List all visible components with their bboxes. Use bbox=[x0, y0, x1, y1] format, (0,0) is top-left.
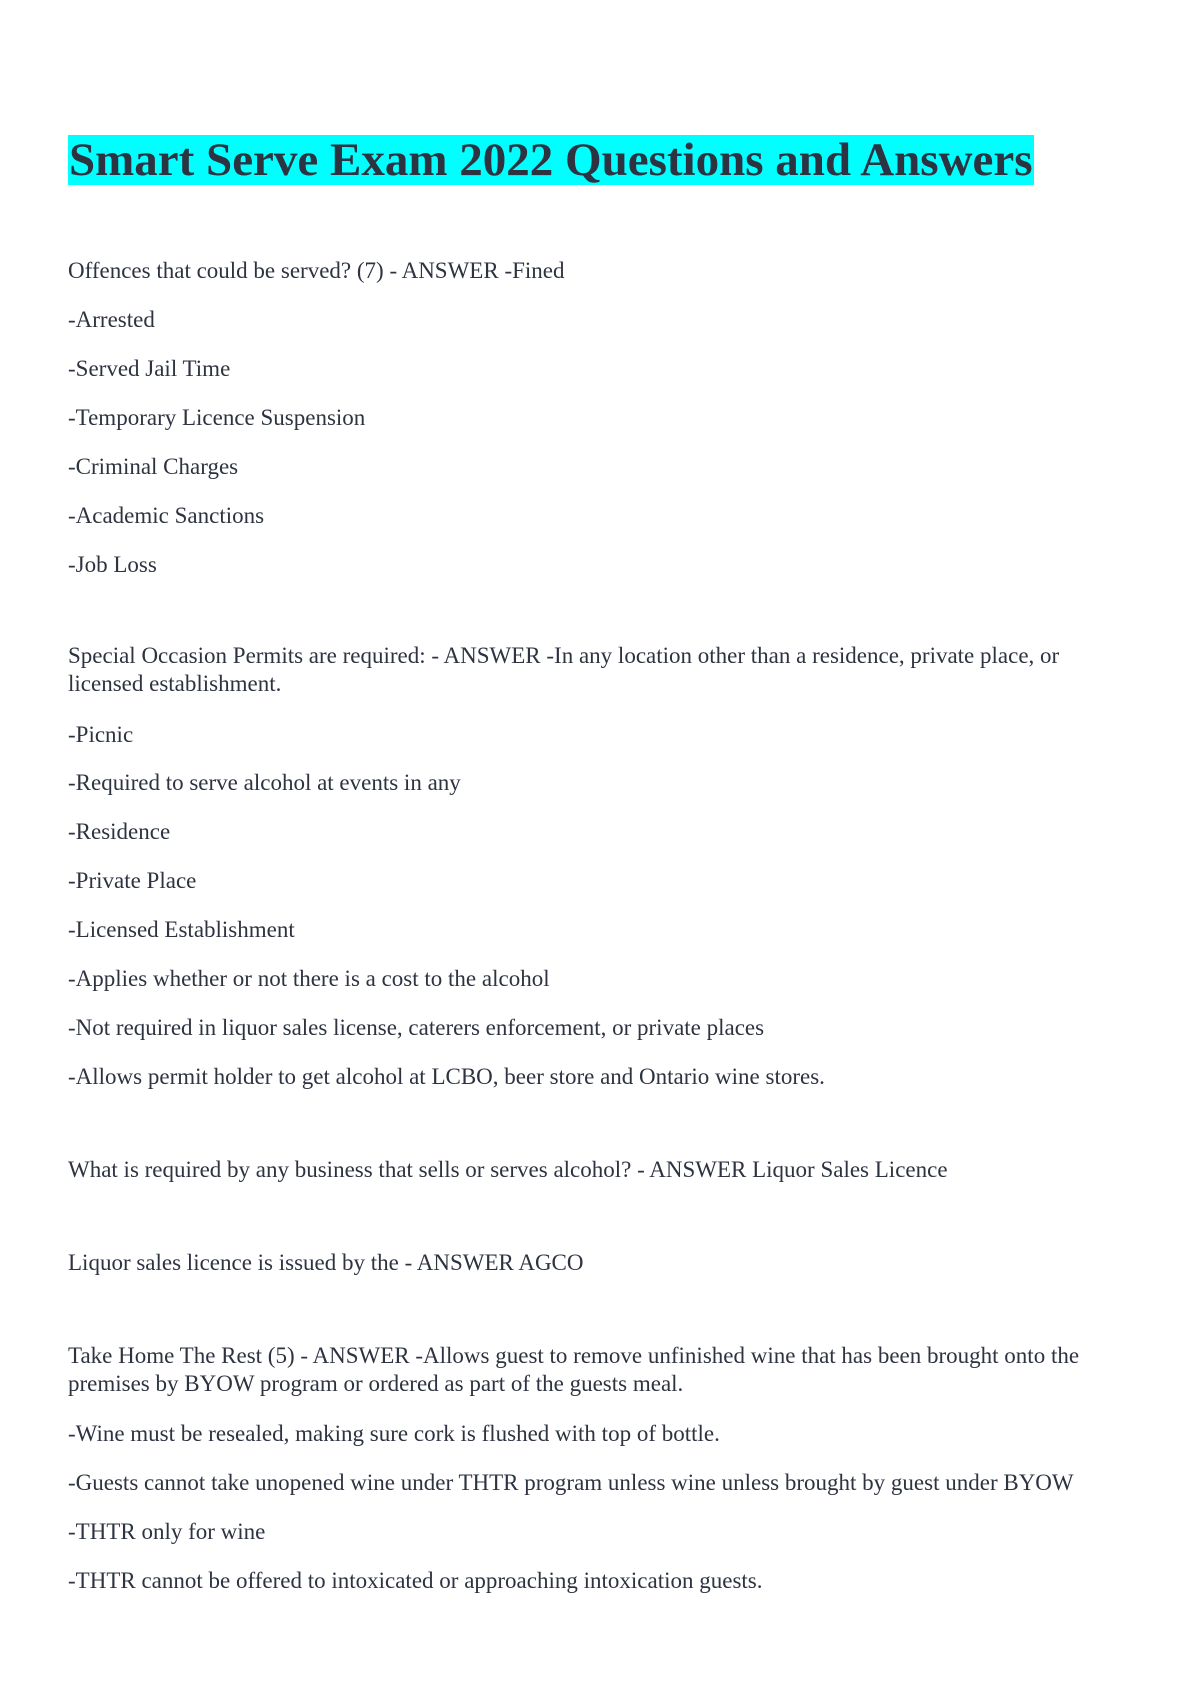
list-item: -Residence bbox=[68, 819, 171, 844]
question-liquor-sales-licence: What is required by any business that sells or serves alcohol? - ANSWER Liquor Sales Licence bbox=[68, 1157, 948, 1182]
list-item: -Arrested bbox=[68, 307, 155, 332]
list-item: -THTR cannot be offered to intoxicated or approaching intoxication guests. bbox=[68, 1568, 763, 1593]
question-take-home-the-rest: Take Home The Rest (5) - ANSWER -Allows guest to remove unfinished wine that has been brought onto the premises by BYOW program or ordered as part of the guests meal. bbox=[68, 1343, 1080, 1396]
list-item: -Private Place bbox=[68, 868, 197, 893]
list-item: -Academic Sanctions bbox=[68, 503, 265, 528]
list-item: -Required to serve alcohol at events in any bbox=[68, 770, 461, 795]
question-special-occasion-permits: Special Occasion Permits are required: - ANSWER -In any location other than a residence, private place, or licensed establishment. bbox=[68, 643, 1060, 696]
list-item: -Licensed Establishment bbox=[68, 917, 295, 942]
list-item: -Criminal Charges bbox=[68, 454, 239, 479]
question-offences: Offences that could be served? (7) - ANSWER -Fined bbox=[68, 258, 565, 283]
list-item: -Not required in liquor sales license, caterers enforcement, or private places bbox=[68, 1015, 765, 1040]
list-item: -Applies whether or not there is a cost to the alcohol bbox=[68, 966, 550, 991]
list-item: -Guests cannot take unopened wine under THTR program unless wine unless brought by guest under BYOW bbox=[68, 1470, 1074, 1495]
list-item: -Wine must be resealed, making sure cork is flushed with top of bottle. bbox=[68, 1421, 720, 1446]
document-title: Smart Serve Exam 2022 Questions and Answers bbox=[69, 134, 1033, 186]
list-item: -Allows permit holder to get alcohol at LCBO, beer store and Ontario wine stores. bbox=[68, 1064, 825, 1089]
list-item: -Job Loss bbox=[68, 552, 157, 577]
list-item: -Temporary Licence Suspension bbox=[68, 405, 366, 430]
list-item: -Picnic bbox=[68, 722, 134, 747]
list-item: -THTR only for wine bbox=[68, 1519, 266, 1544]
list-item: -Served Jail Time bbox=[68, 356, 231, 381]
question-licence-issuer: Liquor sales licence is issued by the - ANSWER AGCO bbox=[68, 1250, 584, 1275]
